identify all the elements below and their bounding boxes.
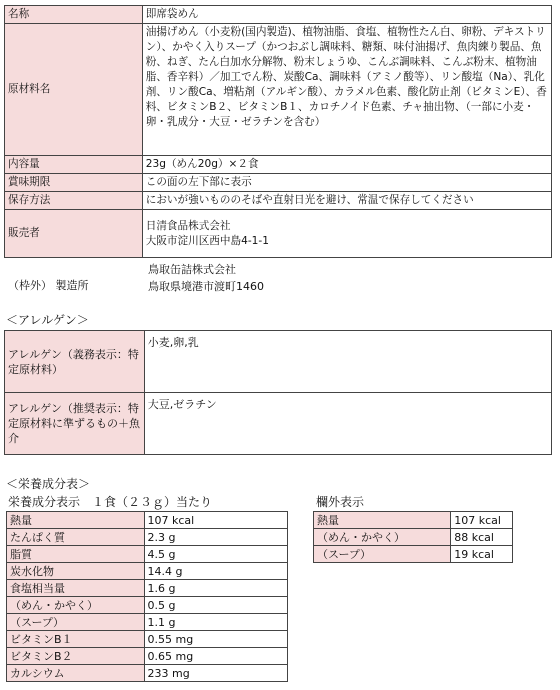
outside-value: 19 kcal — [451, 546, 513, 563]
row-label-storage: 保存方法 — [5, 192, 143, 210]
seller-company: 日清食品株式会社 — [145, 219, 231, 232]
seller-address: 大阪市淀川区西中島4-1-1 — [145, 234, 269, 247]
row-value-storage: においが強いもののそばや直射日光を避け、常温で保存してください — [142, 192, 551, 210]
table-row — [7, 512, 288, 529]
nutrition-label: ビタミンB２ — [7, 648, 145, 665]
nutrition-label: （スープ） — [7, 614, 145, 631]
manufacturer-label: （枠外） 製造所 — [8, 279, 89, 292]
table-row — [5, 192, 552, 210]
outside-label: 熱量 — [314, 512, 451, 529]
nutrition-value: 0.5 g — [144, 597, 288, 614]
row-value-contents: 23g（めん20g）×２食 — [142, 156, 551, 174]
table-row — [5, 393, 552, 455]
row-label-contents: 内容量 — [5, 156, 143, 174]
nutrition-label: 熱量 — [7, 512, 145, 529]
table-row — [5, 156, 552, 174]
row-value-seller — [142, 210, 551, 258]
allergen-heading: ＜アレルゲン＞ — [6, 313, 89, 327]
nutrition-value: 0.55 mg — [144, 631, 288, 648]
manufacturer-address: 鳥取県境港市渡町1460 — [148, 280, 264, 293]
row-label-expiry: 賞味期限 — [5, 174, 143, 192]
nutrition-value: 4.5 g — [144, 546, 288, 563]
nutrition-value: 107 kcal — [144, 512, 288, 529]
outside-label: （めん・かやく） — [314, 529, 451, 546]
nutrition-value: 1.1 g — [144, 614, 288, 631]
allergen-table — [4, 330, 552, 455]
allergen-recommended-label: アレルゲン（推奨表示：特定原材料に準ずるもの＋魚介 — [5, 393, 145, 455]
product-info-table — [4, 5, 552, 258]
table-row — [7, 614, 288, 631]
outside-value: 88 kcal — [451, 529, 513, 546]
row-value-name: 即席袋めん — [142, 6, 551, 24]
nutrition-label: 食塩相当量 — [7, 580, 145, 597]
outside-value: 107 kcal — [451, 512, 513, 529]
allergen-mandatory-label: アレルゲン（義務表示：特定原材料） — [5, 331, 145, 393]
table-row — [314, 546, 513, 563]
allergen-recommended-value: 大豆,ゼラチン — [144, 393, 551, 455]
table-row — [7, 546, 288, 563]
row-label-ingredients: 原材料名 — [5, 24, 143, 156]
nutrition-label: たんぱく質 — [7, 529, 145, 546]
table-row — [7, 529, 288, 546]
table-row — [7, 665, 288, 682]
nutrition-heading: ＜栄養成分表＞ — [6, 477, 91, 491]
outside-title: 欄外表示 — [316, 495, 365, 509]
nutrition-title: 栄養成分表示 １食（２３ｇ）当たり — [8, 495, 213, 509]
nutrition-label: 炭水化物 — [7, 563, 145, 580]
row-value-ingredients: 油揚げめん（小麦粉(国内製造)、植物油脂、食塩、植物性たん白、卵粉、デキストリン）、かやく入りスープ（かつおぶし調味料、糖類、味付油揚げ、魚肉練り製品、魚粉、ねぎ、たん白加水分解物、粉末しょうゆ、こんぶ調味料、こんぶ粉末、植物油脂、香辛料）／加工でん粉、炭酸Ca、調味料（アミノ酸等）、リン酸塩（Na）、乳化剤、リン酸Ca、増粘剤（アルギン酸）、カラメル色素、酸化防止剤（ビタミンE）、香料、ビタミンB２、ビタミンB１、カロチノイド色素、チャ抽出物、（一部に小麦・卵・乳成分・大豆・ゼラチンを含む） — [142, 24, 551, 156]
manufacturer-name: 鳥取缶詰株式会社 — [148, 263, 236, 276]
nutrition-label: （めん・かやく） — [7, 597, 145, 614]
outside-label: （スープ） — [314, 546, 451, 563]
table-row — [7, 597, 288, 614]
table-row — [5, 174, 552, 192]
nutrition-value: 2.3 g — [144, 529, 288, 546]
table-row — [5, 331, 552, 393]
table-row — [7, 580, 288, 597]
nutrition-value: 233 mg — [144, 665, 288, 682]
table-row — [5, 24, 552, 156]
table-row — [7, 648, 288, 665]
table-row — [314, 529, 513, 546]
table-row — [5, 210, 552, 258]
nutrition-label: ビタミンB１ — [7, 631, 145, 648]
nutrition-label: 脂質 — [7, 546, 145, 563]
nutrition-value: 0.65 mg — [144, 648, 288, 665]
nutrition-table — [6, 511, 288, 682]
nutrition-value: 1.6 g — [144, 580, 288, 597]
table-row — [314, 512, 513, 529]
outside-table — [313, 511, 513, 563]
nutrition-value: 14.4 g — [144, 563, 288, 580]
row-value-expiry: この面の左下部に表示 — [142, 174, 551, 192]
table-row — [7, 563, 288, 580]
nutrition-label: カルシウム — [7, 665, 145, 682]
table-row — [5, 6, 552, 24]
allergen-mandatory-value: 小麦,卵,乳 — [144, 331, 551, 393]
table-row — [7, 631, 288, 648]
row-label-name: 名称 — [5, 6, 143, 24]
row-label-seller: 販売者 — [5, 210, 143, 258]
